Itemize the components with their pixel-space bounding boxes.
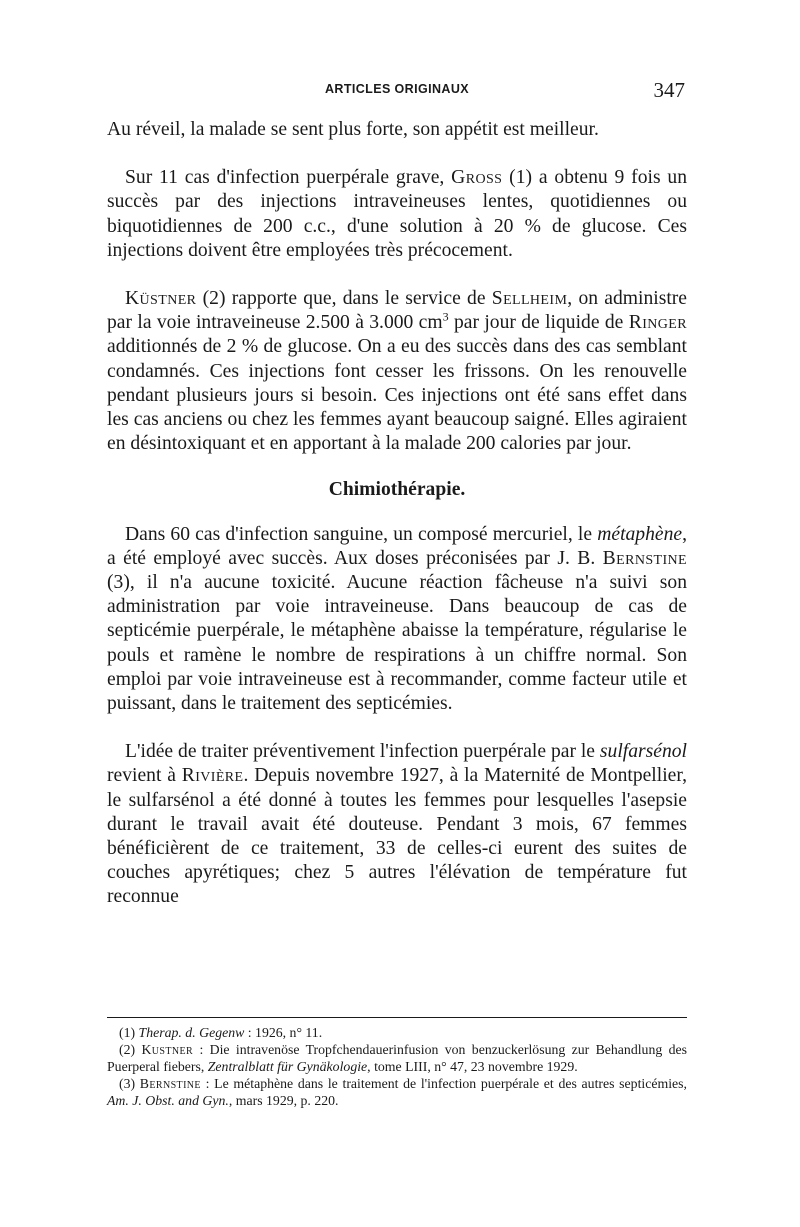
paragraph-3: [107, 287, 687, 456]
footnote-2-text-b: , tome LIII, n° 47, 23 novembre 1929.: [367, 1059, 578, 1074]
footnote-3-author: Bernstine: [139, 1076, 201, 1091]
paragraph-5: [107, 740, 687, 909]
footnote-2-journal: Zentralblatt für Gynäkologie: [207, 1059, 368, 1074]
article-body: [107, 118, 687, 910]
paragraph-2-text-a: Sur 11 cas d'infection puerpérale grave,: [125, 167, 452, 189]
footnote-rule: [107, 1017, 687, 1018]
term-metaphene: métaphène: [597, 523, 683, 545]
paragraph-3-text-c: par jour de liquide de: [448, 312, 629, 334]
footnote-3: [107, 1075, 687, 1109]
footnote-2-text-a: : Die intravenöse Tropfchendauerinfusion von benzuckerlösung zur Behandlung des Puerperal fiebers,: [107, 1042, 687, 1074]
footnote-1-text: : 1926, n° 11.: [244, 1025, 323, 1040]
author-riviere: Rivière: [181, 765, 244, 787]
paragraph-4: [107, 523, 687, 717]
footnotes: [107, 1024, 687, 1109]
paragraph-5-text-c: . Depuis novembre 1927, à la Maternité de Montpellier, le sulfarsénol a été donné à toutes les femmes pour lesquelles l'asepsie durant le travail avait été douteuse. Pendant 3 mois, 67 femmes bénéficièrent de ce traitement, 33 de celles-ci eurent des suites de couches apyrétiques; chez 5 autres l'élévation de température fut reconnue: [107, 765, 687, 908]
footnote-3-number: (3): [119, 1076, 140, 1091]
paragraph-1-text: Au réveil, la malade se sent plus forte, son appétit est meilleur.: [107, 119, 599, 140]
footnote-1: [107, 1024, 687, 1041]
paragraph-4-text-c: (3), il n'a aucune toxicité. Aucune réaction fâcheuse n'a suivi son administration par voie intraveineuse. Dans beaucoup de cas de septicémie puerpérale, le métaphène abaisse la température, régularise le pouls et ramène le nombre de respirations à un chiffre normal. Son emploi par voie intraveineuse est à recommander, comme facteur utile et puissant, dans le traitement des septicémies.: [107, 572, 687, 715]
paragraph-3-text-b: , on administre par la voie intraveineuse 2.500 à 3.000 cm: [107, 288, 688, 334]
footnote-3-journal: Am. J. Obst. and Gyn.: [107, 1093, 229, 1108]
footnote-1-journal: Therap. d. Gegenw: [138, 1025, 245, 1040]
paragraph-5-text-a: L'idée de traiter préventivement l'infection puerpérale par le: [125, 741, 600, 763]
footnote-2-author: Kustner: [141, 1042, 194, 1057]
section-heading: Chimiothérapie.: [328, 479, 466, 501]
paragraph-2: [107, 166, 687, 263]
footnote-2: [107, 1041, 687, 1075]
author-bernstine: Bernstine: [602, 547, 687, 569]
paragraph-4-text-a: Dans 60 cas d'infection sanguine, un composé mercuriel, le: [125, 523, 598, 545]
page-number: 347: [653, 78, 685, 102]
author-kustner: Küstner: [125, 288, 197, 310]
paragraph-2-text-b: (1) a obtenu 9 fois un succès par des injections intraveineuses lentes, quotidiennes ou biquotidiennes de 200 c.c., d'une solution à 20 % de glucose. Ces injections doivent être employées très précocement.: [107, 167, 688, 261]
author-gross: Gross: [451, 167, 503, 189]
footnote-3-text-b: , mars 1929, p. 220.: [228, 1093, 339, 1108]
paragraph-3-text-d: additionnés de 2 % de glucose. On a eu des succès dans des cas semblant condamnés. Ces injections font cesser les frissons. On les renouvelle pendant plusieurs jours si besoin. Ces injections ont été sans effet dans les cas anciens ou chez les femmes ayant beaucoup saigné. Elles agiraient en désintoxiquant et en apportant à la malade 200 calories par jour.: [107, 336, 687, 455]
page-header: [107, 78, 687, 110]
paragraph-1: [107, 118, 687, 142]
author-ringer: Ringer: [628, 312, 687, 334]
running-title: ARTICLES ORIGINAUX: [324, 82, 469, 96]
paragraph-5-text-b: revient à: [107, 765, 182, 787]
paragraph-3-text-a: (2) rapporte que, dans le service de: [196, 288, 492, 310]
footnote-1-number: (1): [119, 1025, 139, 1040]
author-sellheim: Sellheim: [491, 288, 568, 310]
superscript-3: 3: [442, 309, 449, 324]
term-sulfarsenol: sulfarsénol: [599, 741, 687, 763]
footnote-2-number: (2): [119, 1042, 142, 1057]
paragraph-4-text-b: , a été employé avec succès. Aux doses préconisées par J. B.: [107, 523, 687, 569]
footnote-3-text-a: : Le métaphène dans le traitement de l'infection puerpérale et des autres septicémies,: [200, 1076, 687, 1091]
